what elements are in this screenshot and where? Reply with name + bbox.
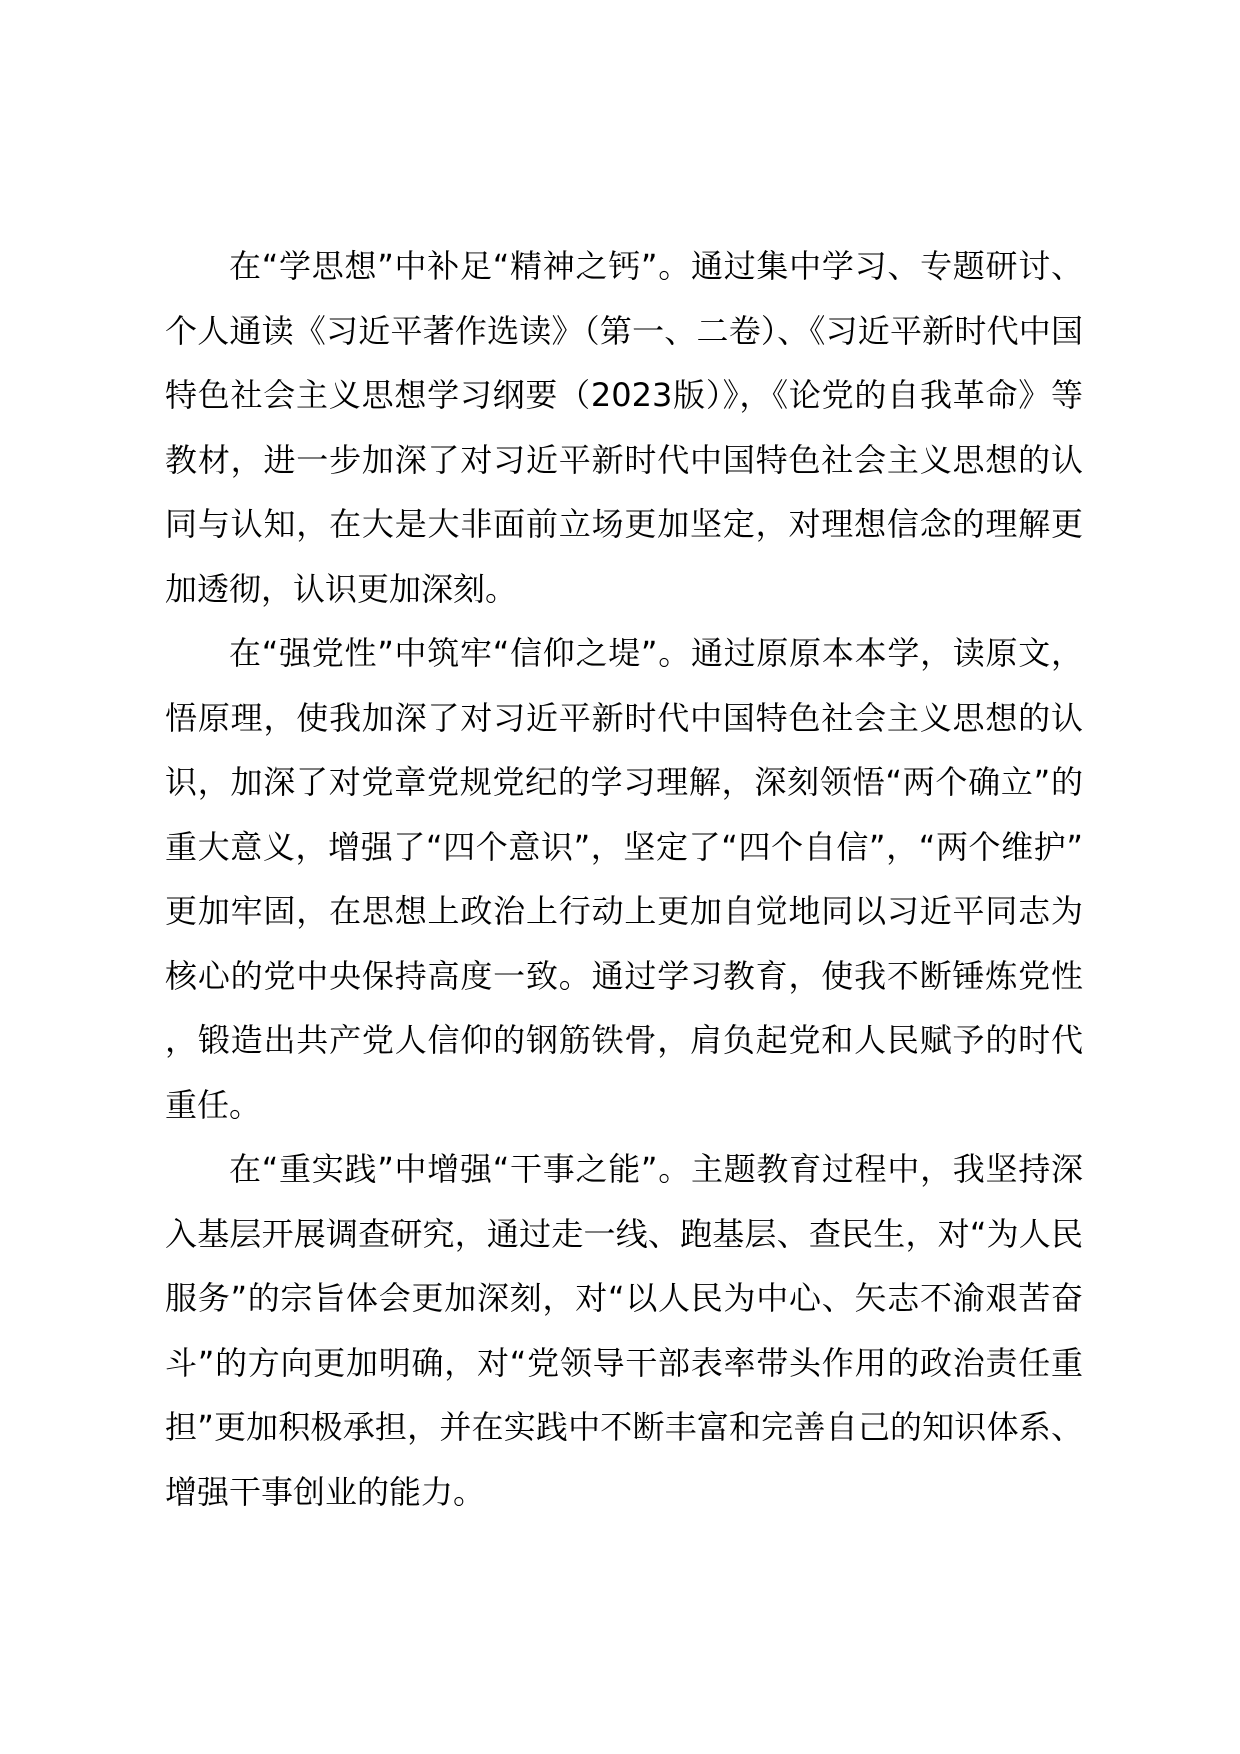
paragraph-party-spirit: 在“强党性”中筑牢“信仰之堤”。通过原原本本学，读原文，悟原理，使我加深了对习近平新时代中国特色社会主义思想的认识，加深了对党章党规党纪的学习理解，深刻领悟“两个确立”的重大意义，增强了“四个意识”，坚定了“四个自信”，“两个维护”更加牢固，在思想上政治上行动上更加自觉地同以习近平同志为核心的党中央保持高度一致。通过学习教育，使我不断锤炼党性，锻造出共产党人信仰的钢筋铁骨，肩负起党和人民赋予的时代重任。	[165, 634, 1083, 1124]
document-body	[165, 234, 1083, 1524]
paragraph-study-thought: 在“学思想”中补足“精神之钙”。通过集中学习、专题研讨、个人通读《习近平著作选读》（第一、二卷）、《习近平新时代中国特色社会主义思想学习纲要（2023版）》，《论党的自我革命》等教材，进一步加深了对习近平新时代中国特色社会主义思想的认同与认知，在大是大非面前立场更加坚定，对理想信念的理解更加透彻，认识更加深刻。	[165, 247, 1083, 608]
paragraph-practice: 在“重实践”中增强“干事之能”。主题教育过程中，我坚持深入基层开展调查研究，通过走一线、跑基层、查民生，对“为人民服务”的宗旨体会更加深刻，对“以人民为中心、矢志不渝艰苦奋斗”的方向更加明确，对“党领导干部表率带头作用的政治责任重担”更加积极承担，并在实践中不断丰富和完善自己的知识体系、增强干事创业的能力。	[165, 1150, 1083, 1511]
